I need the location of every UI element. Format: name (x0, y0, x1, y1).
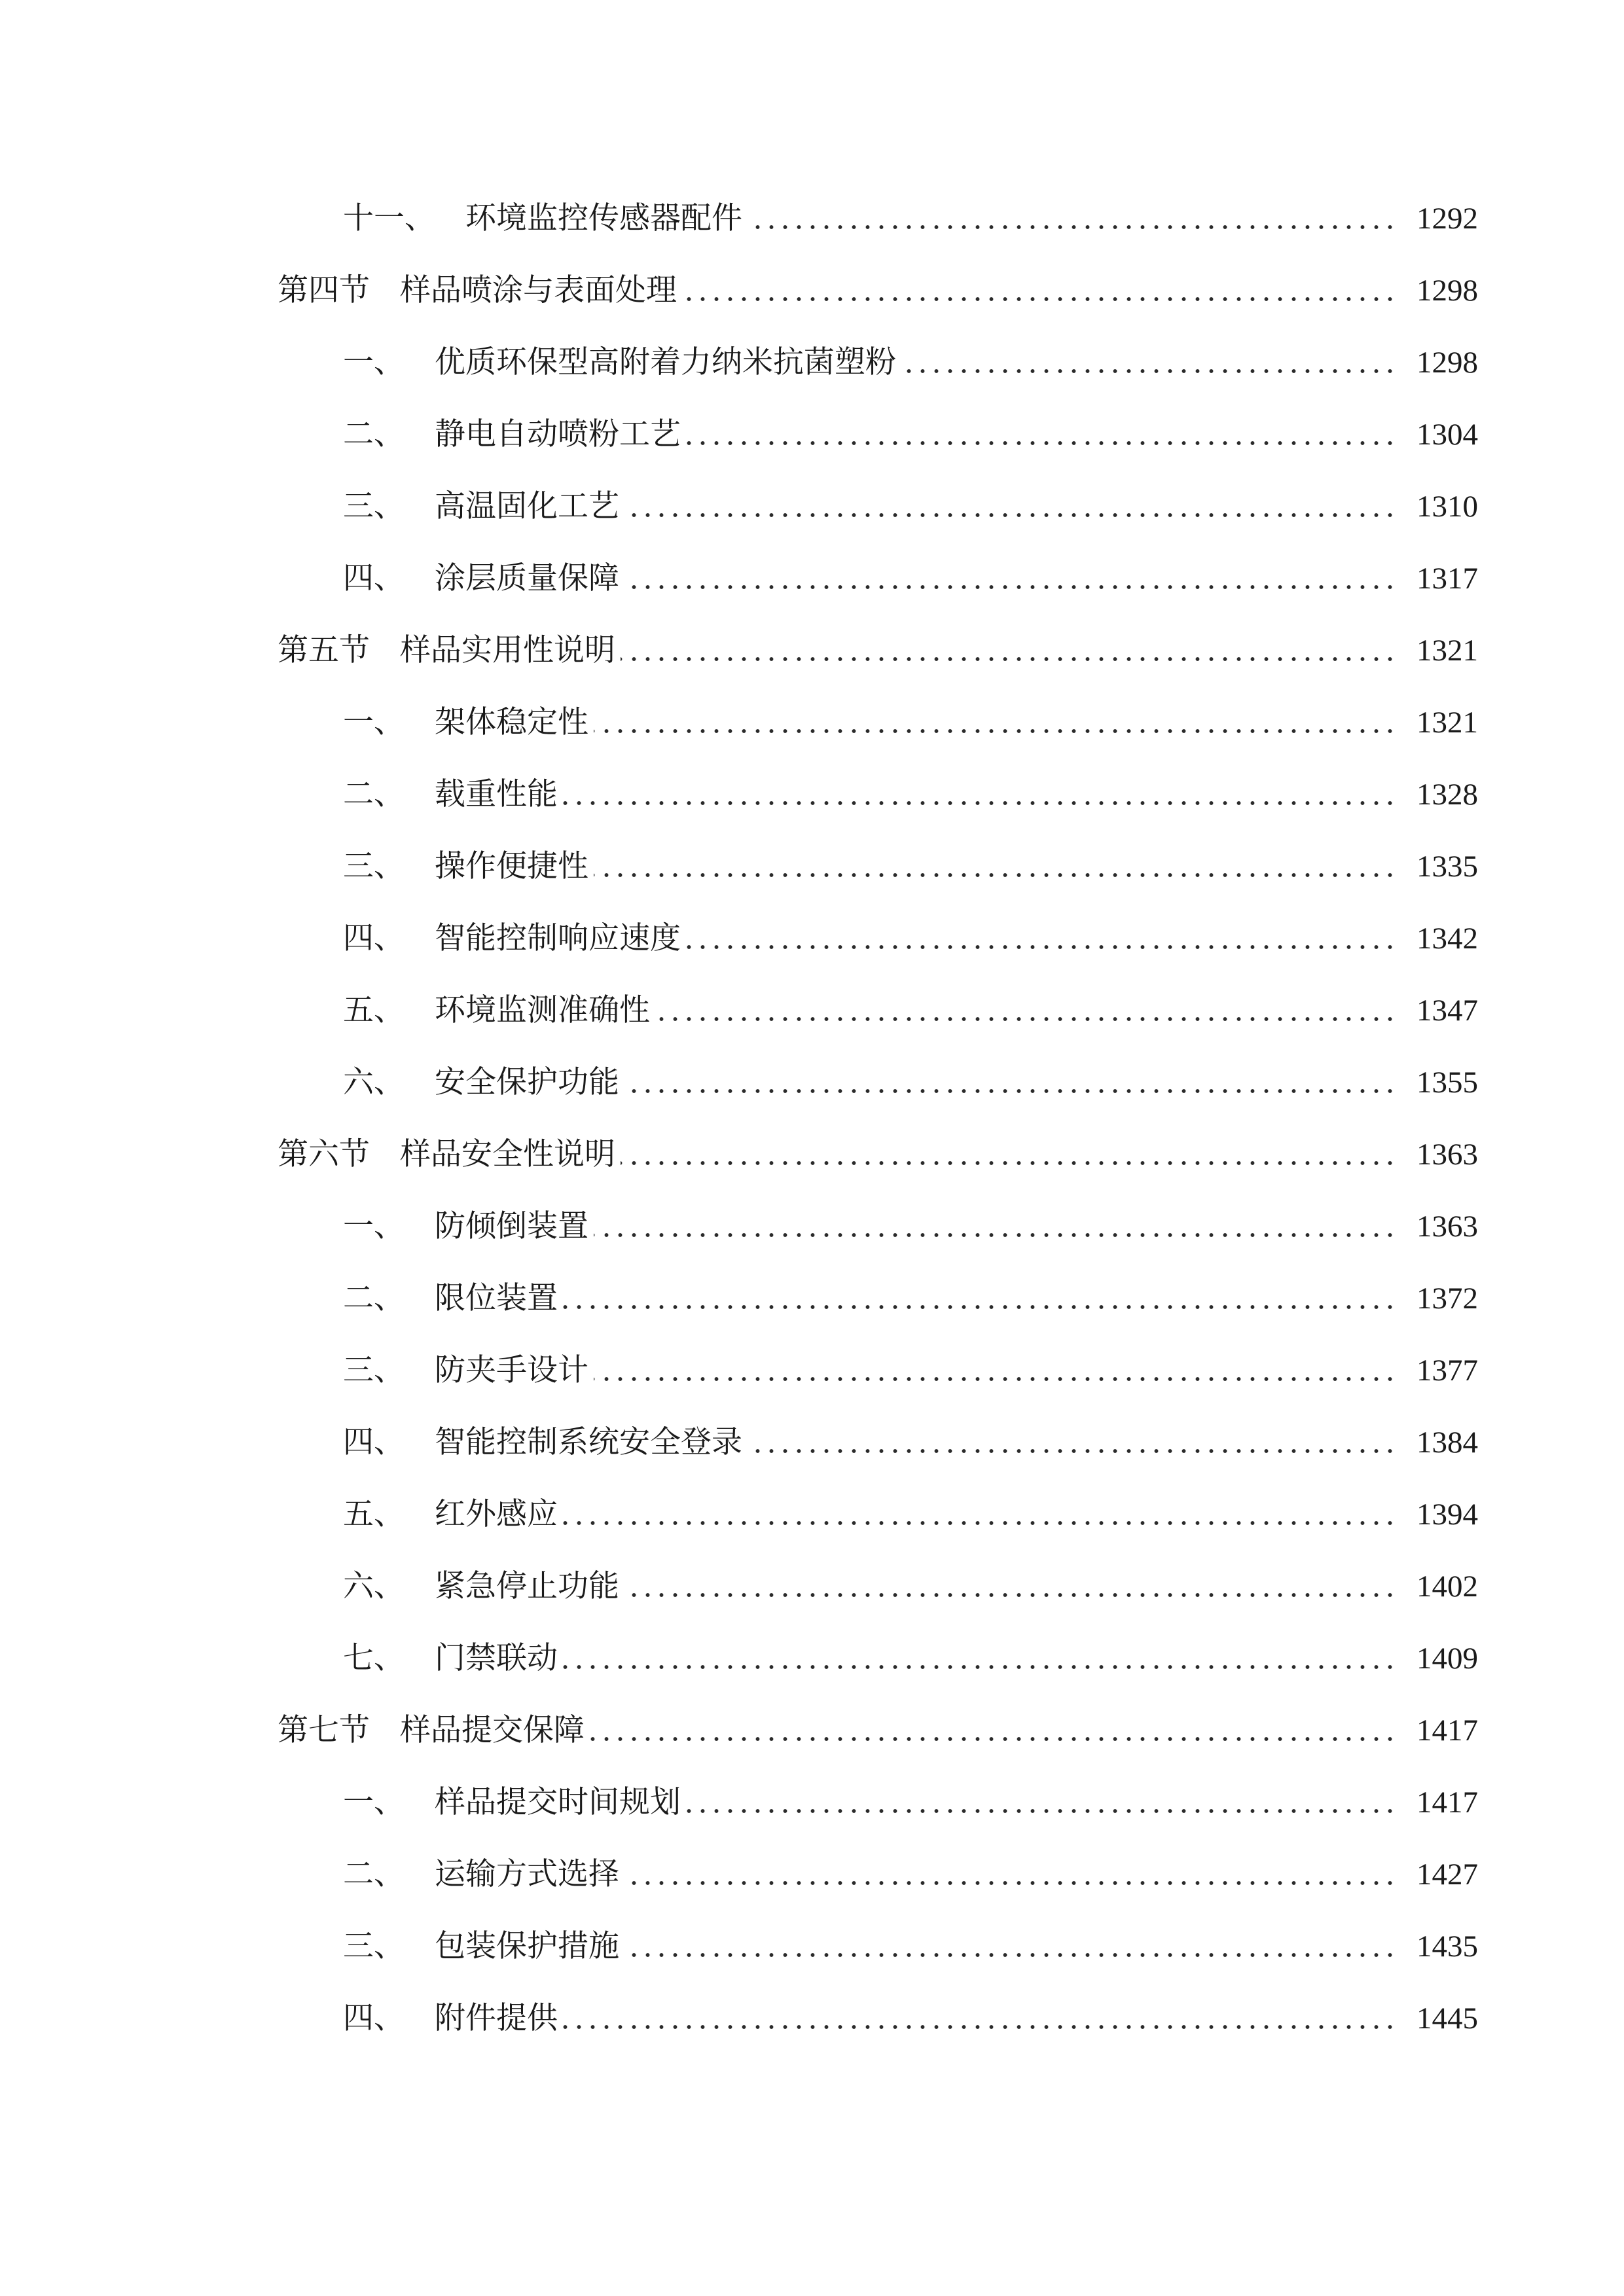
toc-entry-number: 第四节 (278, 272, 370, 308)
toc-entry-page: 1377 (1416, 1354, 1478, 1388)
dot-leader (594, 729, 1397, 733)
toc-entry-title: 载重性能 (435, 776, 558, 812)
toc-entry[interactable] (343, 480, 1478, 533)
toc-entry[interactable] (278, 1128, 1478, 1181)
toc-entry-title: 限位装置 (435, 1280, 558, 1316)
toc-entry-number: 二、 (343, 776, 405, 812)
toc-entry-title: 环境监控传感器配件 (465, 200, 742, 236)
dot-leader (594, 1377, 1397, 1381)
toc-entry[interactable] (343, 1848, 1478, 1901)
toc-entry-title: 高温固化工艺 (435, 488, 619, 524)
toc-entry-page: 1417 (1416, 1785, 1478, 1820)
dot-leader (594, 873, 1397, 877)
toc-entry-page: 1292 (1416, 202, 1478, 236)
dot-leader (682, 297, 1397, 301)
toc-entry-number: 三、 (343, 848, 405, 884)
toc-entry[interactable] (278, 264, 1478, 317)
toc-entry-number: 一、 (343, 704, 405, 740)
dot-leader (563, 2025, 1397, 2029)
dot-leader (624, 1089, 1397, 1093)
toc-entry[interactable] (343, 840, 1478, 893)
toc-entry[interactable] (343, 1776, 1478, 1829)
toc-entry-number: 四、 (343, 920, 405, 956)
toc-entry-page: 1298 (1416, 274, 1478, 308)
toc-entry-page: 1304 (1416, 418, 1478, 452)
toc-entry-number: 六、 (343, 1568, 405, 1604)
toc-entry-number: 第五节 (278, 632, 370, 668)
toc-entry[interactable] (343, 1416, 1478, 1469)
toc-entry-number: 五、 (343, 992, 405, 1028)
toc-entry-title: 样品喷涂与表面处理 (400, 272, 677, 308)
toc-entry-number: 三、 (343, 488, 405, 524)
toc-entry[interactable] (343, 1632, 1478, 1685)
toc-entry[interactable] (343, 984, 1478, 1037)
toc-entry-page: 1328 (1416, 778, 1478, 812)
toc-entry-title: 防倾倒装置 (435, 1208, 588, 1244)
toc-entry-title: 附件提供 (435, 2000, 558, 2036)
toc-entry[interactable] (343, 1272, 1478, 1325)
toc-entry[interactable] (343, 768, 1478, 821)
toc-entry-title: 环境监测准确性 (435, 992, 650, 1028)
toc-entry-title: 安全保护功能 (435, 1064, 619, 1100)
toc-entry-number: 三、 (343, 1352, 405, 1388)
dot-leader (563, 1521, 1397, 1525)
dot-leader (594, 1233, 1397, 1237)
toc-entry-page: 1317 (1416, 562, 1478, 596)
toc-entry-page: 1321 (1416, 706, 1478, 740)
toc-entry-number: 四、 (343, 1424, 405, 1460)
toc-entry-page: 1342 (1416, 922, 1478, 956)
toc-entry[interactable] (343, 408, 1478, 461)
toc-entry-title: 架体稳定性 (435, 704, 588, 740)
toc-entry-number: 二、 (343, 1856, 405, 1892)
dot-leader (624, 513, 1397, 517)
toc-entry-number: 四、 (343, 2000, 405, 2036)
toc-entry-number: 十一、 (343, 200, 435, 236)
toc-entry[interactable] (343, 1200, 1478, 1253)
toc-entry[interactable] (343, 1344, 1478, 1397)
toc-entry[interactable] (343, 336, 1478, 389)
dot-leader (901, 369, 1397, 373)
toc-entry-title: 样品安全性说明 (400, 1136, 615, 1172)
dot-leader (563, 801, 1397, 805)
dot-leader (624, 585, 1397, 589)
toc-entry-page: 1394 (1416, 1498, 1478, 1532)
toc-entry-page: 1310 (1416, 490, 1478, 524)
toc-entry-page: 1355 (1416, 1066, 1478, 1100)
dot-leader (686, 1809, 1397, 1813)
toc-entry[interactable] (278, 1704, 1478, 1757)
toc-entry-number: 第七节 (278, 1712, 370, 1748)
toc-entry-number: 一、 (343, 344, 405, 380)
toc-entry-title: 门禁联动 (435, 1640, 558, 1676)
toc-entry[interactable] (343, 552, 1478, 605)
dot-leader (563, 1305, 1397, 1309)
toc-entry-title: 样品提交时间规划 (435, 1784, 681, 1820)
dot-leader (686, 441, 1397, 445)
toc-entry[interactable] (343, 1056, 1478, 1109)
toc-entry-number: 二、 (343, 1280, 405, 1316)
toc-entry-number: 五、 (343, 1496, 405, 1532)
dot-leader (748, 1449, 1397, 1453)
toc-entry-title: 红外感应 (435, 1496, 558, 1532)
toc-entry-page: 1384 (1416, 1426, 1478, 1460)
toc-entry-title: 运输方式选择 (435, 1856, 619, 1892)
toc-entry-page: 1363 (1416, 1138, 1478, 1172)
toc-entry-page: 1417 (1416, 1713, 1478, 1748)
toc-entry-title: 智能控制系统安全登录 (435, 1424, 742, 1460)
dot-leader (624, 1593, 1397, 1597)
toc-entry-number: 二、 (343, 416, 405, 452)
dot-leader (563, 1665, 1397, 1669)
dot-leader (624, 1953, 1397, 1957)
toc-entry-page: 1427 (1416, 1857, 1478, 1892)
toc-entry-number: 七、 (343, 1640, 405, 1676)
dot-leader (590, 1737, 1397, 1741)
toc-entry-number: 第六节 (278, 1136, 370, 1172)
toc-entry[interactable] (343, 1992, 1478, 2045)
toc-entry[interactable] (343, 192, 1478, 245)
toc-entry-page: 1435 (1416, 1929, 1478, 1964)
toc-entry-number: 四、 (343, 560, 405, 596)
toc-entry-page: 1363 (1416, 1210, 1478, 1244)
toc-entry-page: 1335 (1416, 850, 1478, 884)
toc-entry[interactable] (278, 624, 1478, 677)
toc-entry[interactable] (343, 1560, 1478, 1613)
toc-entry-title: 静电自动喷粉工艺 (435, 416, 681, 452)
dot-leader (686, 945, 1397, 949)
toc-entry-title: 紧急停止功能 (435, 1568, 619, 1604)
toc-entry-number: 一、 (343, 1208, 405, 1244)
toc-entry-title: 操作便捷性 (435, 848, 588, 884)
toc-entry-title: 优质环保型高附着力纳米抗菌塑粉 (435, 344, 896, 380)
toc-entry-title: 涂层质量保障 (435, 560, 619, 596)
dot-leader (621, 657, 1397, 661)
toc-entry-page: 1409 (1416, 1641, 1478, 1676)
toc-entry-title: 智能控制响应速度 (435, 920, 681, 956)
toc-entry-title: 样品实用性说明 (400, 632, 615, 668)
dot-leader (621, 1161, 1397, 1165)
toc-entry[interactable] (343, 1920, 1478, 1973)
toc-entry-title: 防夹手设计 (435, 1352, 588, 1388)
toc-entry-page: 1372 (1416, 1282, 1478, 1316)
toc-entry-number: 一、 (343, 1784, 405, 1820)
toc-entry-page: 1445 (1416, 2001, 1478, 2036)
toc-entry-title: 样品提交保障 (400, 1712, 585, 1748)
toc-entry[interactable] (343, 696, 1478, 749)
dot-leader (655, 1017, 1397, 1021)
toc-entry-title: 包装保护措施 (435, 1928, 619, 1964)
toc-entry[interactable] (343, 1488, 1478, 1541)
toc-entry-page: 1321 (1416, 634, 1478, 668)
toc-entry[interactable] (343, 912, 1478, 965)
dot-leader (748, 225, 1397, 229)
dot-leader (624, 1881, 1397, 1885)
toc-entry-page: 1402 (1416, 1570, 1478, 1604)
toc-entry-page: 1347 (1416, 994, 1478, 1028)
toc-entry-page: 1298 (1416, 346, 1478, 380)
toc-entry-number: 六、 (343, 1064, 405, 1100)
toc-entry-number: 三、 (343, 1928, 405, 1964)
